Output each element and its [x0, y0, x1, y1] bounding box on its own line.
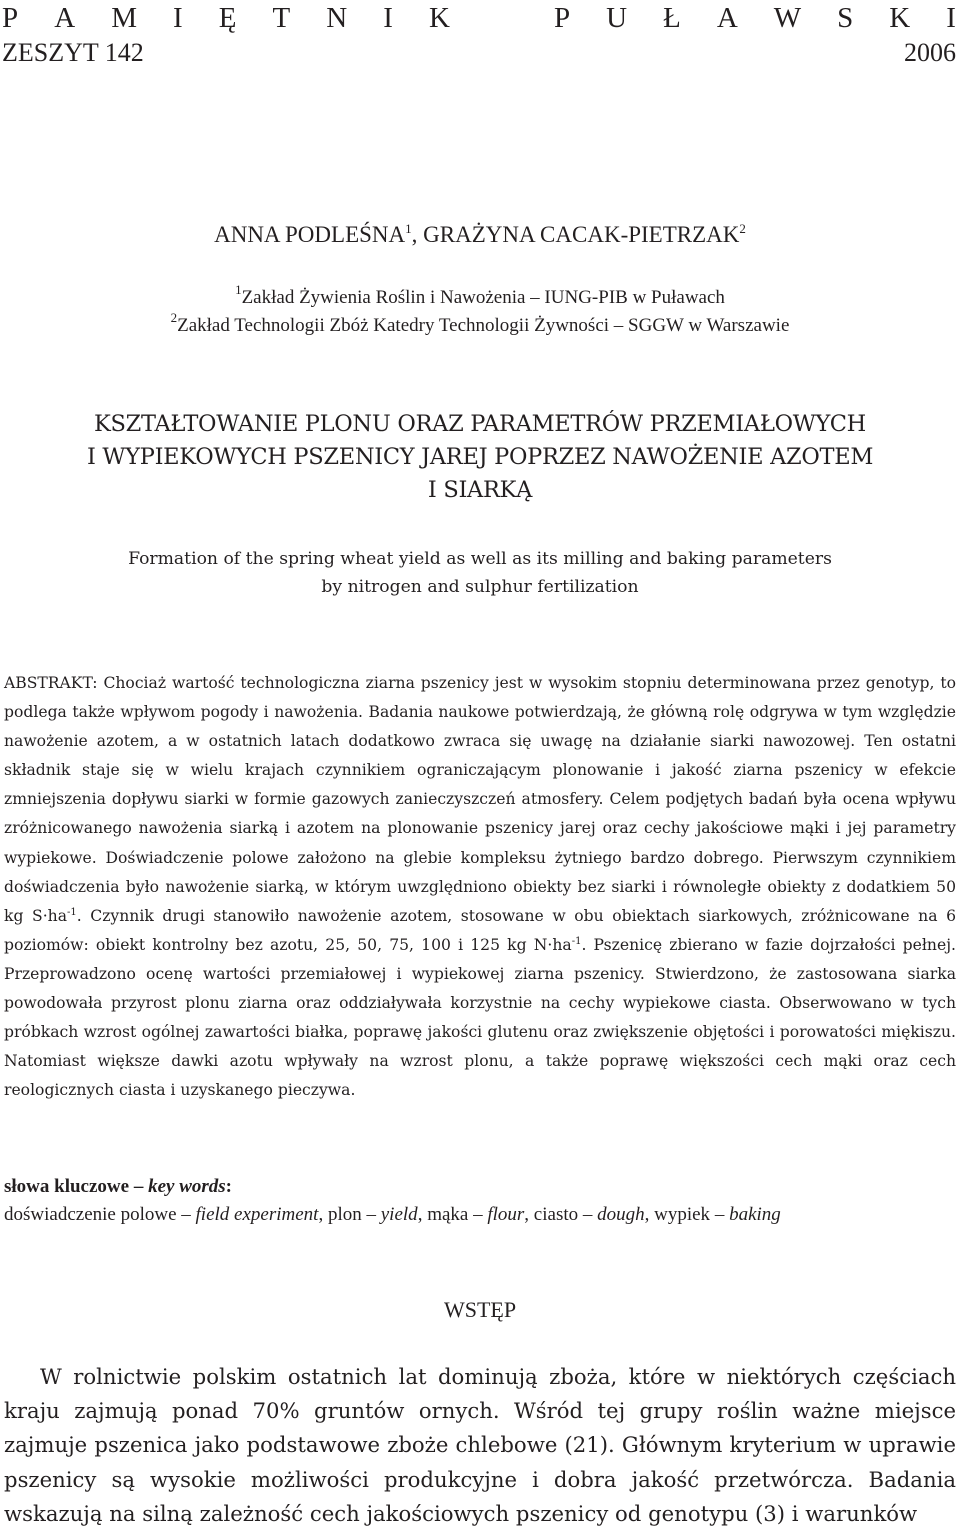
journal-letter: K — [889, 2, 911, 34]
journal-letter: N — [326, 2, 348, 34]
journal-name — [2, 0, 956, 36]
keyword-en: dough — [597, 1204, 645, 1225]
journal-letter: M — [111, 2, 137, 34]
journal-letter: T — [272, 2, 291, 34]
issue-year: 2006 — [904, 38, 956, 67]
keyword-en: yield — [380, 1204, 418, 1225]
author-2-name: GRAŻYNA CACAK-PIETRZAK — [423, 222, 740, 247]
title-english — [0, 545, 960, 601]
title-polish-line: KSZTAŁTOWANIE PLONU ORAZ PARAMETRÓW PRZEMIAŁOWYCH — [94, 411, 866, 437]
issue-row — [2, 36, 956, 70]
keywords-list: doświadczenie polowe – field experiment, plon – yield, mąka – flour, ciasto – dough, wypiek – baking — [4, 1204, 781, 1225]
keywords-heading — [4, 1173, 956, 1201]
journal-letter: P — [2, 2, 19, 34]
author-1-name: ANNA PODLEŚNA — [214, 222, 406, 247]
keywords-heading-pl: słowa kluczowe — [4, 1176, 130, 1197]
affiliation-2 — [0, 310, 960, 339]
title-polish-line: I SIARKĄ — [427, 477, 533, 503]
abstract-exponent-1: -1 — [67, 906, 77, 918]
section-heading-wstep: WSTĘP — [443, 1297, 517, 1322]
journal-letter: U — [606, 2, 628, 34]
keywords-heading-en: key words — [148, 1176, 226, 1197]
keywords-heading-colon: : — [225, 1176, 232, 1197]
author-separator: , — [411, 222, 424, 247]
abstract-text-1: ABSTRAKT: Chociaż wartość technologiczna ziarna pszenicy jest w wysokim stopniu determinowana przez genotyp, to podlega także wpływom pogody i nawożenia. Badania naukowe potwierdzają, że główną rolę odgrywa w tym względzie nawożenie azotem, a w ostatnich latach dodatkowo zwraca się uwagę na działanie siarki nawozowej. Ten ostatni składnik staje się w wielu krajach czynnikiem ograniczającym plonowanie i jakość ziarna pszenicy w efekcie zmniejszenia dopływu siarki w formie gazowych zanieczyszczeń atmosfery. Celem podjętych badań była ocena wpływu zróżnicowanego nawożenia siarką i azotem na plonowanie pszenicy jarej oraz cechy jakościowe mąki i jej parametry wypiekowe. Doświadczenie polowe założono na glebie kompleksu żytniego bardzo dobrego. Pierwszym czynnikiem doświadczenia było nawożenie siarką, w którym uwzględniono obiekty bez siarki i równoległe obiekty z dodatkiem 50 kg S·ha — [4, 674, 956, 925]
issue-number: ZESZYT 142 — [2, 38, 144, 67]
keyword-pl: ciasto — [533, 1204, 579, 1225]
journal-name-word-2 — [554, 0, 956, 36]
journal-letter: I — [173, 2, 183, 34]
author-2-affiliation-mark: 2 — [739, 221, 746, 236]
keyword-pl: wypiek — [654, 1204, 711, 1225]
keyword-en: baking — [729, 1204, 781, 1225]
keyword-pl: doświadczenie polowe — [4, 1204, 177, 1225]
intro-paragraph — [4, 1360, 956, 1531]
abstract-exponent-2: -1 — [571, 935, 582, 947]
affiliation-2-mark: 2 — [170, 310, 178, 325]
journal-letter: A — [716, 2, 738, 34]
journal-letter: A — [54, 2, 76, 34]
journal-letter: P — [554, 2, 571, 34]
journal-letter: K — [429, 2, 450, 34]
abstract — [4, 669, 956, 1105]
affiliation-2-text: Zakład Technologii Zbóż Katedry Technologii Żywności – SGGW w Warszawie — [177, 315, 790, 336]
keywords-heading-sep: – — [129, 1176, 149, 1197]
keyword-pl: mąka — [427, 1204, 469, 1225]
title-polish — [0, 408, 960, 507]
intro-text: W rolnictwie polskim ostatnich lat dominują zboża, które w niektórych częściach kraju zajmują ponad 70% gruntów ornych. Wśród tej grupy roślin ważne miejsce zajmuje pszenica jako podstawowe zboże chlebowe (21). Głównym kryterium w uprawie pszenicy są wysokie możliwości produkcyjne i dobra jakość przetwórcza. Badania wskazują na silną zależność cech jakościowych pszenicy od genotypu (3) i warunków — [4, 1364, 956, 1526]
affiliation-1-mark: 1 — [235, 282, 242, 297]
author-1-affiliation-mark: 1 — [405, 221, 412, 236]
journal-letter: I — [383, 2, 393, 34]
journal-letter: W — [773, 2, 802, 34]
title-english-line: Formation of the spring wheat yield as well as its milling and baking parameters — [128, 549, 832, 569]
authors — [0, 220, 960, 250]
journal-letter: I — [946, 2, 956, 34]
keyword-pl: plon — [327, 1204, 362, 1225]
keyword-en: field experiment — [195, 1204, 319, 1225]
affiliation-1-text: Zakład Żywienia Roślin i Nawożenia – IUNG-PIB w Puławach — [241, 287, 725, 308]
abstract-text-3: . Pszenicę zbierano w fazie dojrzałości pełnej. Przeprowadzono ocenę wartości przemiałowej i wypiekowej ziarna pszenicy. Stwierdzono, że zastosowana siarka powodowała przyrost plonu ziarna oraz oddziaływała korzystnie na cechy wypiekowe ciasta. Obserwowano w tych próbkach wzrost ogólnej zawartości białka, poprawę jakości glutenu oraz zwiększenie objętości i porowatości miękiszu. Natomiast większe dawki azotu wpływały na wzrost plonu, a także poprawę większości cech mąki oraz cech reologicznych ciasta i uzyskanego pieczywa. — [4, 935, 956, 1100]
journal-name-word-1 — [2, 0, 450, 36]
title-english-line: by nitrogen and sulphur fertilization — [321, 577, 639, 597]
journal-letter: Ł — [663, 2, 681, 34]
affiliation-1 — [0, 282, 960, 311]
abstract-text-2: . Czynnik drugi stanowiło nawożenie azotem, stosowane w obu obiektach siarkowych, zróżnicowane na 6 poziomów: obiekt kontrolny bez azotu, 25, 50, 75, 100 i 125 kg N·ha — [4, 906, 957, 954]
journal-letter: Ę — [218, 2, 237, 34]
journal-letter: S — [837, 2, 854, 34]
keyword-en: flour — [487, 1204, 525, 1225]
title-polish-line: I WYPIEKOWYCH PSZENICY JAREJ POPRZEZ NAWOŻENIE AZOTEM — [86, 444, 874, 470]
